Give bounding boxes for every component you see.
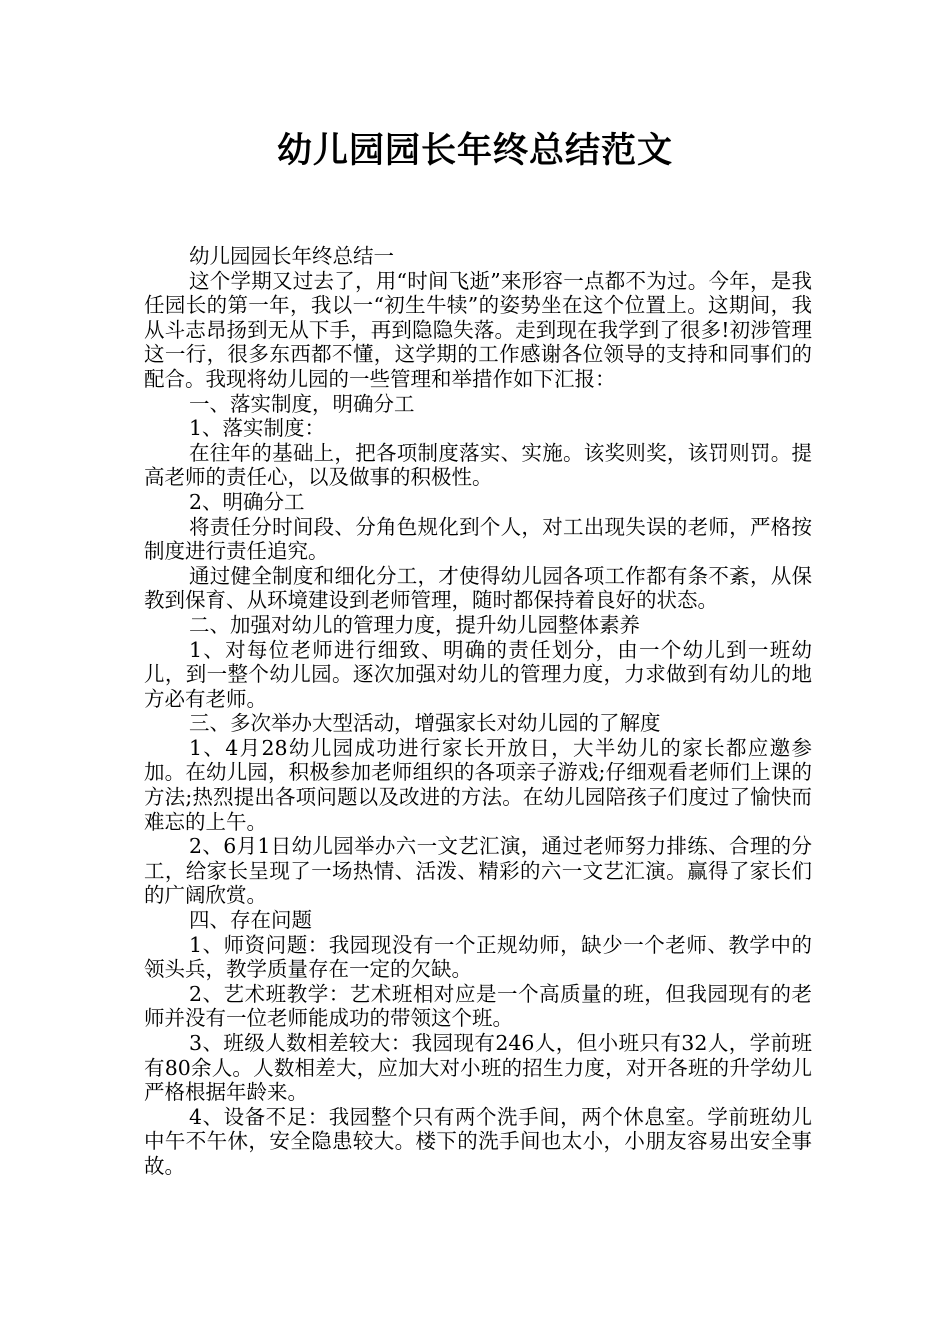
document-body — [144, 244, 812, 1179]
paragraph: 在往年的基础上，把各项制度落实、实施。该奖则奖，该罚则罚。提高老师的责任心，以及做事的积极性。 — [144, 440, 812, 490]
paragraph: 通过健全制度和细化分工，才使得幼儿园各项工作都有条不紊，从保教到保育、从环境建设到老师管理，随时都保持着良好的状态。 — [144, 563, 812, 613]
paragraph: 2、6月1日幼儿园举办六一文艺汇演，通过老师努力排练、合理的分工，给家长呈现了一场热情、活泼、精彩的六一文艺汇演。赢得了家长们的广阔欣赏。 — [144, 834, 812, 908]
paragraph: 1、4月28幼儿园成功进行家长开放日，大半幼儿的家长都应邀参加。在幼儿园，积极参加老师组织的各项亲子游戏;仔细观看老师们上课的方法;热烈提出各项问题以及改进的方法。在幼儿园陪孩子们度过了愉快而难忘的上午。 — [144, 735, 812, 834]
section-heading: 幼儿园园长年终总结一 — [189, 244, 394, 268]
paragraph: 将责任分时间段、分角色规化到个人，对工出现失误的老师，严格按制度进行责任追究。 — [144, 514, 812, 564]
subsection-heading: 2、明确分工 — [189, 489, 305, 514]
section-heading: 四、存在问题 — [189, 908, 312, 933]
paragraph: 这个学期又过去了，用“时间飞逝”来形容一点都不为过。今年，是我任园长的第一年，我以一“初生牛犊”的姿势坐在这个位置上。这期间，我从斗志昂扬到无从下手，再到隐隐失落。走到现在我学到了很多!初涉管理这一行，很多东西都不懂，这学期的工作感谢各位领导的支持和同事们的配合。我现将幼儿园的一些管理和举措作如下汇报： — [144, 268, 812, 391]
subsection-heading: 1、落实制度： — [189, 416, 326, 441]
section-heading: 二、加强对幼儿的管理力度，提升幼儿园整体素养 — [189, 612, 640, 637]
paragraph: 2、艺术班教学：艺术班相对应是一个高质量的班，但我园现有的老师并没有一位老师能成功的带领这个班。 — [144, 981, 812, 1031]
section-heading: 一、落实制度，明确分工 — [189, 391, 415, 416]
document-title: 幼儿园园长年终总结范文 — [276, 131, 673, 171]
paragraph: 1、师资问题：我园现没有一个正规幼师，缺少一个老师、教学中的领头兵，教学质量存在一定的欠缺。 — [144, 932, 812, 982]
paragraph: 3、班级人数相差较大：我园现有246人，但小班只有32人，学前班有80余人。人数相差大，应加大对小班的招生力度，对开各班的升学幼儿严格根据年龄来。 — [144, 1031, 812, 1105]
paragraph: 4、设备不足：我园整个只有两个洗手间，两个休息室。学前班幼儿中午不午休，安全隐患较大。楼下的洗手间也太小，小朋友容易出安全事故。 — [144, 1104, 812, 1178]
paragraph: 1、对每位老师进行细致、明确的责任划分，由一个幼儿到一班幼儿，到一整个幼儿园。逐次加强对幼儿的管理力度，力求做到有幼儿的地方必有老师。 — [144, 637, 812, 711]
section-heading: 三、多次举办大型活动，增强家长对幼儿园的了解度 — [189, 711, 661, 736]
